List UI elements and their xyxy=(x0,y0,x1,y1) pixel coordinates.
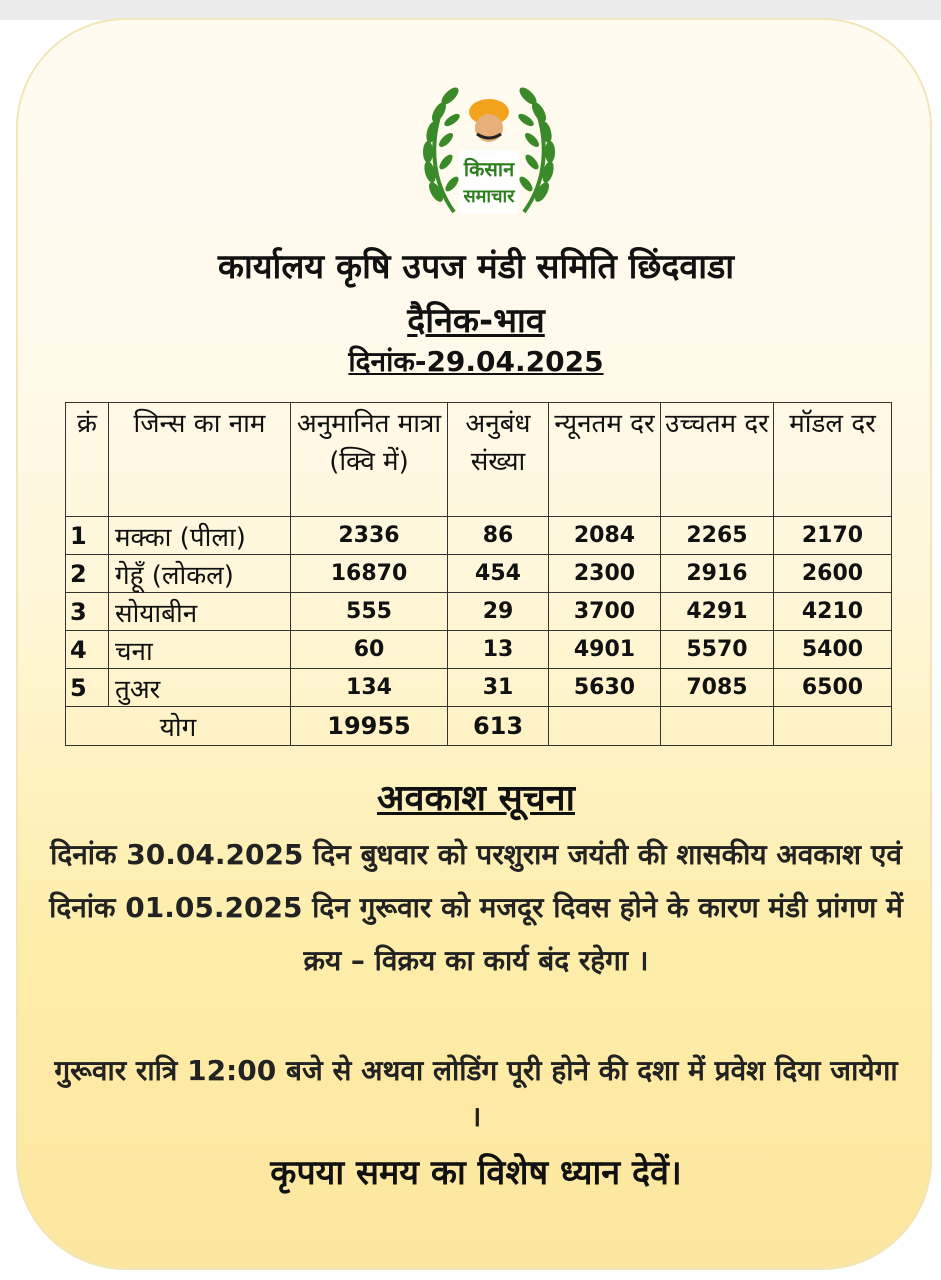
cell-quantity: 60 xyxy=(291,631,448,669)
cell-quantity: 555 xyxy=(291,593,448,631)
svg-text:किसान: किसान xyxy=(463,157,515,181)
cell-contracts: 86 xyxy=(448,517,549,555)
col-header-min-rate: न्यूनतम दर xyxy=(549,403,661,517)
cell-min-rate: 2300 xyxy=(549,555,661,593)
cell-max-rate: 2265 xyxy=(661,517,774,555)
cell-quantity: 16870 xyxy=(291,555,448,593)
cell-min-rate: 2084 xyxy=(549,517,661,555)
cell-min-rate: 5630 xyxy=(549,669,661,707)
cell-min-rate: 3700 xyxy=(549,593,661,631)
cell-max-rate: 4291 xyxy=(661,593,774,631)
cell-modal-rate: 2170 xyxy=(774,517,892,555)
cell-commodity: गेहूँ (लोकल) xyxy=(109,555,291,593)
col-header-contracts: अनुबंध संख्या xyxy=(448,403,549,517)
col-header-quantity: अनुमानित मात्रा (क्वि में) xyxy=(291,403,448,517)
page-title: दैनिक-भाव xyxy=(407,301,545,341)
cell-quantity: 134 xyxy=(291,669,448,707)
kisan-samachar-logo xyxy=(414,72,564,222)
cell-sno: 1 xyxy=(66,517,109,555)
cell-contracts: 31 xyxy=(448,669,549,707)
cell-modal-rate: 6500 xyxy=(774,669,892,707)
total-quantity: 19955 xyxy=(291,707,448,746)
cell-sno: 3 xyxy=(66,593,109,631)
notice-card xyxy=(16,18,932,1270)
cell-contracts: 29 xyxy=(448,593,549,631)
cell-contracts: 454 xyxy=(448,555,549,593)
cell-commodity: चना xyxy=(109,631,291,669)
office-name: कार्यालय कृषि उपज मंडी समिति छिंदवाडा xyxy=(217,247,735,287)
col-header-modal-rate: मॉडल दर xyxy=(774,403,892,517)
cell-min-rate: 4901 xyxy=(549,631,661,669)
col-header-commodity: जिन्स का नाम xyxy=(109,403,291,517)
rates-table xyxy=(65,402,892,746)
total-empty-cell xyxy=(549,707,661,746)
cell-sno: 5 xyxy=(66,669,109,707)
total-contracts: 613 xyxy=(448,707,549,746)
table-row xyxy=(66,517,892,555)
cell-sno: 2 xyxy=(66,555,109,593)
cell-commodity: तुअर xyxy=(109,669,291,707)
entry-notice-paragraph: गुरूवार रात्रि 12:00 बजे से अथवा लोडिंग पूरी होने की दशा में प्रवेश दिया जायेगा । xyxy=(54,1054,898,1133)
cell-modal-rate: 4210 xyxy=(774,593,892,631)
total-label: योग xyxy=(66,707,291,746)
cell-quantity: 2336 xyxy=(291,517,448,555)
date-label: दिनांक-29.04.2025 xyxy=(348,345,604,378)
table-row xyxy=(66,631,892,669)
cell-sno: 4 xyxy=(66,631,109,669)
total-empty-cell xyxy=(661,707,774,746)
cell-commodity: मक्का (पीला) xyxy=(109,517,291,555)
cell-commodity: सोयाबीन xyxy=(109,593,291,631)
top-bar xyxy=(0,0,941,20)
svg-text:समाचार: समाचार xyxy=(463,186,515,207)
closing-request: कृपया समय का विशेष ध्यान देवें। xyxy=(270,1153,682,1193)
table-row xyxy=(66,593,892,631)
table-row xyxy=(66,555,892,593)
cell-modal-rate: 5400 xyxy=(774,631,892,669)
table-row xyxy=(66,669,892,707)
holiday-notice-title: अवकाश सूचना xyxy=(376,778,575,819)
cell-contracts: 13 xyxy=(448,631,549,669)
table-header-row xyxy=(66,403,892,517)
table-total-row xyxy=(66,707,892,746)
cell-max-rate: 7085 xyxy=(661,669,774,707)
cell-max-rate: 5570 xyxy=(661,631,774,669)
cell-max-rate: 2916 xyxy=(661,555,774,593)
cell-modal-rate: 2600 xyxy=(774,555,892,593)
col-header-sno: क्रं xyxy=(66,403,109,517)
total-empty-cell xyxy=(774,707,892,746)
holiday-notice-paragraph: दिनांक 30.04.2025 दिन बुधवार को परशुराम जयंती की शासकीय अवकाश एवं दिनांक 01.05.2025 दिन गुरूवार को मजदूर दिवस होने के कारण मंडी प्रांगण में क्रय – विक्रय का कार्य बंद रहेगा । xyxy=(49,838,903,977)
col-header-max-rate: उच्चतम दर xyxy=(661,403,774,517)
